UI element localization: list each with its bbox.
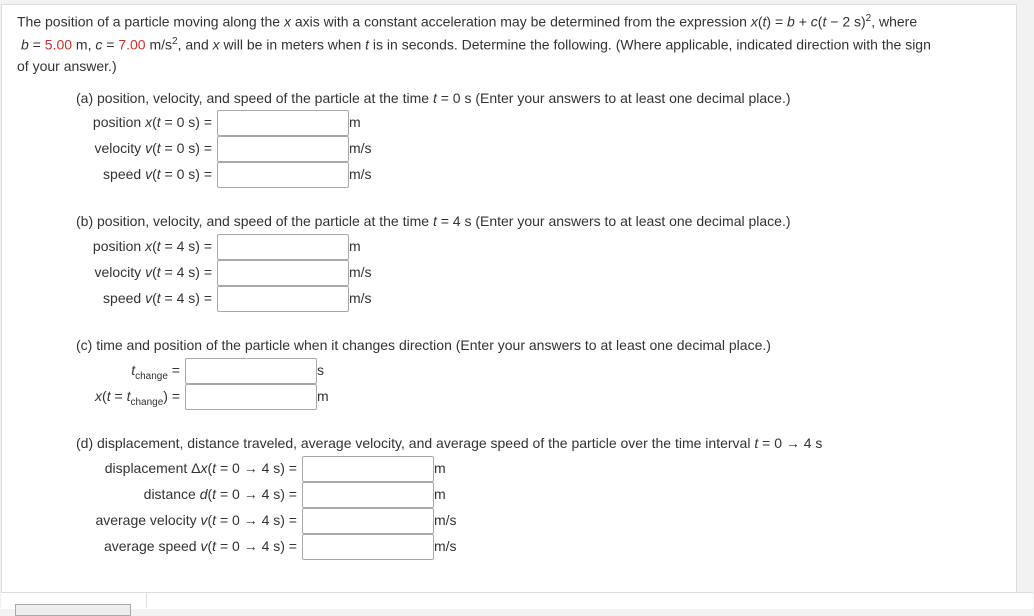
- unit-label: m: [434, 486, 446, 502]
- footer-bar: [1, 592, 1033, 609]
- part-d-heading: (d) displacement, distance traveled, average velocity, and average speed of the particle over the time interval t = 0 → 4 s: [76, 435, 823, 451]
- problem-line-2: b = 5.00 m, c = 7.00 $m/s^2$, and x will be in meters when t is in seconds. Determine the following. (Where applicable, indicated direction with the sign: [21, 36, 931, 53]
- answer-label: $x(t = t_{change})$ =: [95, 388, 180, 408]
- answer-label: average speed v(t = 0 → 4 s) =: [103, 538, 297, 554]
- answer-row: [0, 384, 1000, 408]
- unit-label: m/s: [434, 538, 457, 554]
- unit-label: m/s: [434, 512, 457, 528]
- answer-input[interactable]: [302, 534, 434, 560]
- answer-label: average velocity v(t = 0 → 4 s) =: [95, 512, 297, 528]
- answer-label: position x(t = 4 s) =: [92, 238, 212, 254]
- answer-input[interactable]: [217, 136, 349, 162]
- part-a-heading: (a) position, velocity, and speed of the particle at the time t = 0 s (Enter your answers to at least one decimal place.): [76, 90, 791, 106]
- unit-label: m/s: [349, 264, 372, 280]
- answer-row: [0, 358, 1000, 382]
- answer-row: [0, 162, 1000, 186]
- unit-label: m: [317, 388, 329, 404]
- answer-row: [0, 456, 1000, 480]
- part-b-heading: (b) position, velocity, and speed of the particle at the time t = 4 s (Enter your answers to at least one decimal place.): [76, 213, 791, 229]
- answer-label: speed v(t = 0 s) =: [103, 166, 212, 182]
- answer-row: [0, 482, 1000, 506]
- answer-label: velocity v(t = 0 s) =: [94, 140, 212, 156]
- answer-input[interactable]: [302, 456, 434, 482]
- answer-input[interactable]: [217, 234, 349, 260]
- answer-input[interactable]: [217, 162, 349, 188]
- unit-label: m: [434, 460, 446, 476]
- unit-label: m/s: [349, 166, 372, 182]
- unit-label: m: [349, 114, 361, 130]
- answer-row: [0, 260, 1000, 284]
- part-c-heading: (c) time and position of the particle when it changes direction (Enter your answers to at least one decimal place.): [76, 337, 771, 353]
- answer-row: [0, 234, 1000, 258]
- unit-label: m/s: [349, 290, 372, 306]
- answer-label: speed v(t = 4 s) =: [103, 290, 212, 306]
- answer-label: displacement Δx(t = 0 → 4 s) =: [104, 460, 297, 476]
- answer-row: [0, 286, 1000, 310]
- x-change-input[interactable]: [185, 384, 317, 410]
- problem-line-3: of your answer.): [17, 58, 117, 74]
- unit-label: m: [349, 238, 361, 254]
- answer-label: velocity v(t = 4 s) =: [94, 264, 212, 280]
- answer-input[interactable]: [217, 286, 349, 312]
- answer-input[interactable]: [217, 260, 349, 286]
- answer-label: distance d(t = 0 → 4 s) =: [143, 486, 297, 502]
- answer-input[interactable]: [217, 110, 349, 136]
- divider: [146, 592, 147, 608]
- answer-row: [0, 136, 1000, 160]
- t-change-input[interactable]: [185, 358, 317, 384]
- answer-row: [0, 534, 1000, 558]
- answer-label: $t_{change}$ =: [131, 362, 180, 382]
- answer-input[interactable]: [302, 482, 434, 508]
- answer-row: [0, 508, 1000, 532]
- submit-button[interactable]: [15, 604, 131, 616]
- answer-label: position x(t = 0 s) =: [92, 114, 212, 130]
- unit-label: s: [317, 362, 324, 378]
- problem-line-1: The position of a particle moving along the x axis with a constant acceleration may be determined from the expression x(t) = b + c(t − 2 s)$^2$, where: [17, 13, 918, 30]
- answer-input[interactable]: [302, 508, 434, 534]
- answer-row: [0, 110, 1000, 134]
- unit-label: m/s: [349, 140, 372, 156]
